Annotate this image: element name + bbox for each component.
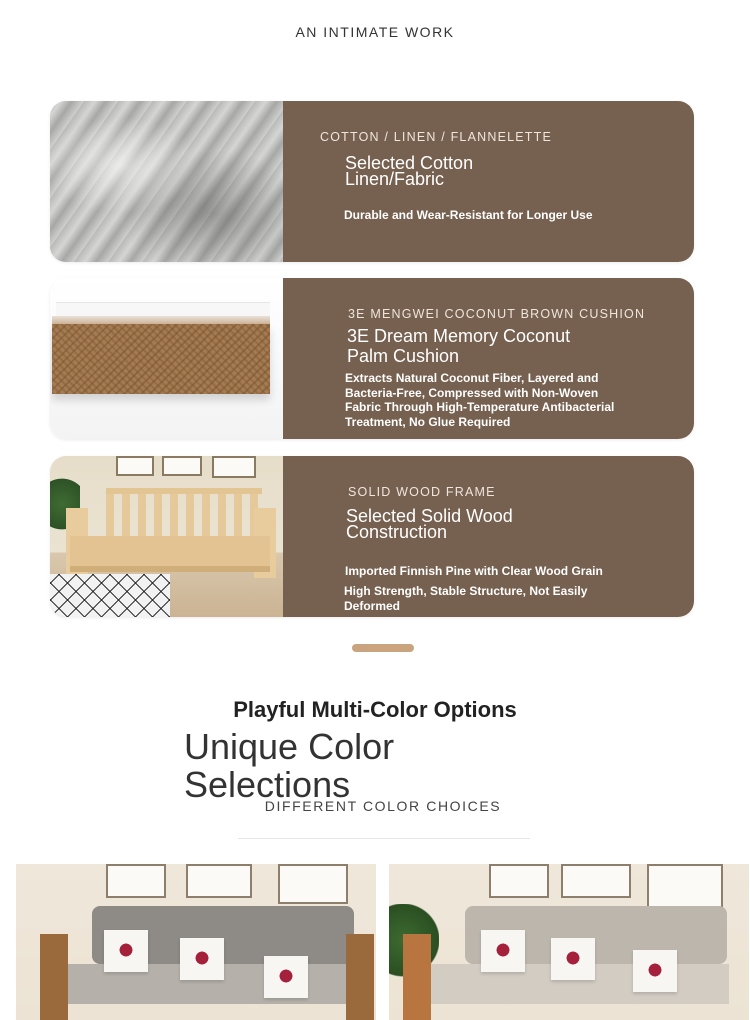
feature-heading-line1: 3E Dream Memory Coconut bbox=[347, 326, 571, 346]
feature-card-wood bbox=[50, 456, 694, 617]
wall-picture-frame bbox=[278, 864, 348, 904]
color-section-caption: DIFFERENT COLOR CHOICES bbox=[264, 798, 502, 814]
wall-picture-frame bbox=[561, 864, 631, 898]
feature-heading-line2: Linen/Fabric bbox=[345, 169, 445, 189]
color-variant-beige[interactable] bbox=[389, 864, 749, 1020]
feature-heading bbox=[345, 155, 473, 187]
feature-heading bbox=[346, 508, 513, 540]
throw-pillow bbox=[633, 950, 677, 992]
section-divider-bar bbox=[352, 644, 414, 652]
feature-card-cushion bbox=[50, 278, 694, 439]
wooden-sofa-image bbox=[50, 456, 283, 617]
sofa-backrest bbox=[106, 488, 262, 542]
feature-description-line: Deformed bbox=[344, 598, 401, 613]
feature-heading-line2: Construction bbox=[346, 522, 448, 542]
feature-heading-line2: Palm Cushion bbox=[347, 346, 460, 366]
page-header-title: AN INTIMATE WORK bbox=[295, 24, 455, 40]
feature-card-fabric bbox=[50, 101, 694, 262]
feature-description-line: High Strength, Stable Structure, Not Easily bbox=[344, 584, 588, 598]
wall-picture-frame bbox=[212, 456, 256, 478]
color-section-title-line2: Selections bbox=[184, 764, 351, 805]
cushion-top-layer bbox=[56, 302, 270, 317]
feature-category: SOLID WOOD FRAME bbox=[348, 485, 496, 499]
color-section-title-line1: Unique Color bbox=[184, 726, 395, 767]
feature-heading bbox=[347, 326, 570, 366]
throw-pillow bbox=[551, 938, 595, 980]
throw-pillow bbox=[481, 930, 525, 972]
feature-description-line: Bacteria-Free, Compressed with Non-Woven bbox=[345, 385, 599, 400]
section-separator-line bbox=[238, 838, 530, 839]
sofa-armrest-left bbox=[40, 934, 68, 1020]
sofa-armrest-left bbox=[403, 934, 431, 1020]
feature-category: COTTON / LINEN / FLANNELETTE bbox=[320, 130, 553, 144]
sofa-armrest-right bbox=[346, 934, 374, 1020]
sofa-seat bbox=[70, 536, 270, 572]
feature-category: 3E MENGWEI COCONUT BROWN CUSHION bbox=[348, 307, 646, 321]
feature-description-line: Treatment, No Glue Required bbox=[345, 414, 511, 429]
wall-picture-frame bbox=[106, 864, 166, 898]
feature-heading-line1: Selected Solid Wood bbox=[346, 506, 513, 526]
feature-description-secondary bbox=[344, 584, 587, 613]
feature-description-line: Extracts Natural Coconut Fiber, Layered and bbox=[345, 371, 599, 385]
cushion-image bbox=[50, 278, 283, 439]
throw-pillow bbox=[264, 956, 308, 998]
feature-panel bbox=[283, 456, 694, 617]
wall-picture-frame bbox=[162, 456, 202, 476]
feature-description: Imported Finnish Pine with Clear Wood Grain bbox=[345, 564, 603, 578]
feature-panel bbox=[283, 101, 694, 262]
feature-panel bbox=[283, 278, 694, 439]
feature-description-line: Fabric Through High-Temperature Antibacterial bbox=[345, 400, 615, 414]
throw-pillow bbox=[180, 938, 224, 980]
color-variant-gray[interactable] bbox=[16, 864, 376, 1020]
feature-heading-line1: Selected Cotton bbox=[345, 153, 474, 173]
fabric-image bbox=[50, 101, 283, 262]
throw-pillow bbox=[104, 930, 148, 972]
color-section-title bbox=[184, 728, 504, 804]
wall-picture-frame bbox=[489, 864, 549, 898]
wall-picture-frame bbox=[116, 456, 154, 476]
rug bbox=[50, 574, 170, 617]
feature-description bbox=[345, 371, 614, 429]
feature-description: Durable and Wear-Resistant for Longer Use bbox=[344, 208, 593, 222]
color-section-subtitle: Playful Multi-Color Options bbox=[233, 697, 517, 722]
cushion-body bbox=[52, 324, 270, 394]
wall-picture-frame bbox=[186, 864, 252, 898]
